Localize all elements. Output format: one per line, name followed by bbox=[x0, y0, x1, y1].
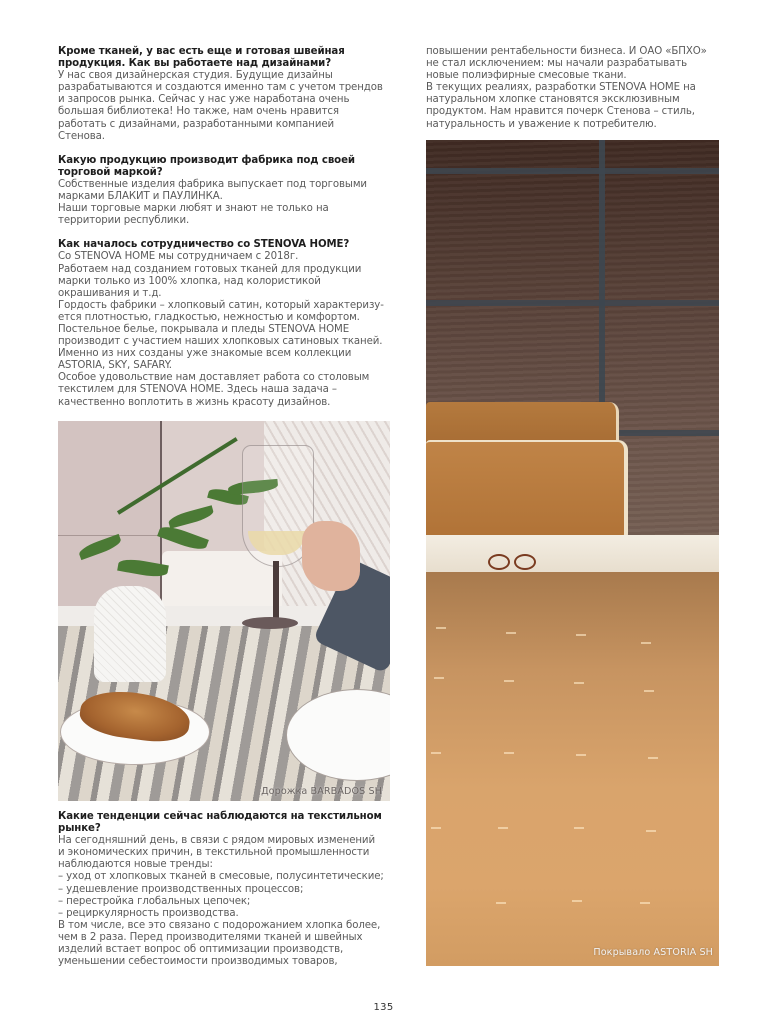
answer-line: Особое удовольствие нам доставляет работа со столовым bbox=[58, 372, 370, 384]
trend-list-item: – удешевление производственных процессов; bbox=[58, 883, 304, 895]
qa-section-stenova-cooperation bbox=[58, 239, 398, 408]
question-line: Какие тенденции сейчас наблюдаются на текстильном bbox=[58, 811, 382, 822]
trend-list-item: – перестройка глобальных цепочек; bbox=[58, 895, 251, 907]
answer-line: марками БЛАКИТ и ПАУЛИНКА. bbox=[58, 191, 223, 203]
left-column-bottom bbox=[58, 811, 398, 968]
photo-tuft bbox=[648, 757, 658, 759]
question-line: Кроме тканей, у вас есть еще и готовая швейная bbox=[58, 46, 345, 57]
photo-wall-seam bbox=[426, 168, 719, 174]
answer-line: марки только из 100% хлопка, над колористикой bbox=[58, 275, 321, 287]
photo-tuft bbox=[431, 827, 441, 829]
answer-line: В том числе, все это связано с подорожанием хлопка более, bbox=[58, 919, 381, 931]
photo-pillow bbox=[426, 440, 628, 542]
question-line: торговой маркой? bbox=[58, 166, 163, 178]
answer-line: большая библиотека! Но также, нам очень нравится bbox=[58, 106, 339, 118]
answer-line: натуральном хлопке становятся эксклюзивным bbox=[426, 94, 680, 106]
answer-line: Работаем над созданием готовых тканей для продукции bbox=[58, 263, 362, 275]
photo-tuft bbox=[506, 632, 516, 634]
photo-bedspread bbox=[426, 140, 719, 966]
question-line: продукция. Как вы работаете над дизайнами? bbox=[58, 58, 332, 70]
photo-caption-left: Дорожка BARBADOS SH bbox=[261, 786, 382, 797]
right-column-text bbox=[426, 46, 726, 131]
left-column-top bbox=[58, 46, 398, 409]
answer-line: производит с участием наших хлопковых сатиновых тканей. bbox=[58, 336, 383, 348]
answer-line: и запросов рынка. Сейчас у нас уже наработана очень bbox=[58, 94, 350, 106]
photo-tuft bbox=[436, 627, 446, 629]
answer-line: Собственные изделия фабрика выпускает под торговыми bbox=[58, 178, 367, 190]
photo-wall-seam bbox=[599, 140, 605, 405]
photo-tuft bbox=[646, 830, 656, 832]
qa-section-designs bbox=[58, 46, 398, 143]
answer-line: ется плотностью, гладкостью, нежностью и комфортом. bbox=[58, 311, 360, 323]
answer-line: не стал исключением: мы начали разрабатывать bbox=[426, 58, 687, 70]
answer-line: Наши торговые марки любят и знают не только на bbox=[58, 203, 329, 215]
photo-tuft bbox=[434, 677, 444, 679]
answer-line: новые полиэфирные смесовые ткани. bbox=[426, 70, 627, 82]
photo-tuft bbox=[574, 682, 584, 684]
photo-tuft bbox=[576, 754, 586, 756]
trend-list-item: – уход от хлопковых тканей в смесовые, полусинтетические; bbox=[58, 871, 384, 883]
answer-line: натуральность и уважение к потребителю. bbox=[426, 118, 657, 130]
qa-section-trends bbox=[58, 811, 398, 968]
answer-line: повышении рентабельности бизнеса. И ОАО «БПХО» bbox=[426, 46, 707, 57]
question-line: Как началось сотрудничество со STENOVA HOME? bbox=[58, 239, 350, 251]
answer-line: Со STENOVA HOME мы сотрудничаем с 2018г. bbox=[58, 251, 299, 263]
answer-line: территории республики. bbox=[58, 215, 190, 227]
answer-line: разрабатываются и создаются именно там с учетом трендов bbox=[58, 82, 383, 94]
question-line: Какую продукцию производит фабрика под своей bbox=[58, 154, 355, 166]
trend-list-item: – рециркулярность производства. bbox=[58, 907, 239, 919]
photo-tuft bbox=[576, 634, 586, 636]
photo-sheet bbox=[426, 535, 719, 577]
answer-line: текстилем для STENOVA HOME. Здесь наша задача – bbox=[58, 384, 337, 396]
photo-wall-seam bbox=[426, 300, 719, 306]
page-number: 135 bbox=[373, 1002, 394, 1013]
answer-line: Стенова. bbox=[58, 130, 105, 142]
answer-line: Постельное белье, покрывала и пледы STENOVA HOME bbox=[58, 323, 350, 335]
answer-line: окрашивания и т.д. bbox=[58, 287, 162, 299]
photo-hand bbox=[302, 521, 360, 591]
photo-quilted-bedspread bbox=[426, 572, 719, 966]
answer-line: В текущих реалиях, разработки STENOVA HOME на bbox=[426, 82, 696, 94]
photo-table-setting bbox=[58, 421, 390, 801]
photo-eyeglasses bbox=[488, 554, 540, 568]
answer-line: работать с дизайнами, разработанными компанией bbox=[58, 118, 335, 130]
photo-tuft bbox=[641, 642, 651, 644]
question-line: рынке? bbox=[58, 823, 101, 835]
answer-line: наблюдаются новые тренды: bbox=[58, 859, 213, 871]
photo-tuft bbox=[431, 752, 441, 754]
answer-line: и экономических причин, в текстильной промышленности bbox=[58, 847, 370, 859]
answer-line: Гордость фабрики – хлопковый сатин, который характеризу- bbox=[58, 299, 384, 311]
photo-tuft bbox=[574, 827, 584, 829]
answer-line: качественно воплотить в жизнь красоту дизайнов. bbox=[58, 396, 331, 408]
answer-line: ASTORIA, SKY, SAFARY. bbox=[58, 360, 172, 372]
photo-wall-seam bbox=[616, 430, 719, 436]
photo-tuft bbox=[504, 680, 514, 682]
answer-line: У нас своя дизайнерская студия. Будущие дизайны bbox=[58, 70, 333, 82]
answer-line: На сегодняшний день, в связи с рядом мировых изменений bbox=[58, 835, 375, 847]
qa-section-own-brand bbox=[58, 155, 398, 228]
photo-tuft bbox=[498, 827, 508, 829]
photo-tuft bbox=[644, 690, 654, 692]
photo-wall-panel bbox=[58, 421, 161, 606]
photo-glass-base bbox=[242, 617, 298, 629]
answer-line: уменьшении себестоимости производимых товаров, bbox=[58, 956, 338, 968]
photo-tuft bbox=[572, 900, 582, 902]
photo-vase bbox=[94, 586, 166, 682]
photo-tuft bbox=[496, 902, 506, 904]
photo-glass-stem bbox=[273, 561, 279, 619]
answer-line: Именно из них созданы уже знакомые всем коллекции bbox=[58, 348, 352, 360]
answer-line: изделий встает вопрос об оптимизации производств, bbox=[58, 944, 344, 956]
answer-line: чем в 2 раза. Перед производителями тканей и швейных bbox=[58, 931, 363, 943]
photo-caption-right: Покрывало ASTORIA SH bbox=[593, 947, 713, 958]
answer-line: продуктом. Нам нравится почерк Стенова – стиль, bbox=[426, 106, 695, 118]
photo-tuft bbox=[504, 752, 514, 754]
photo-tuft bbox=[640, 902, 650, 904]
